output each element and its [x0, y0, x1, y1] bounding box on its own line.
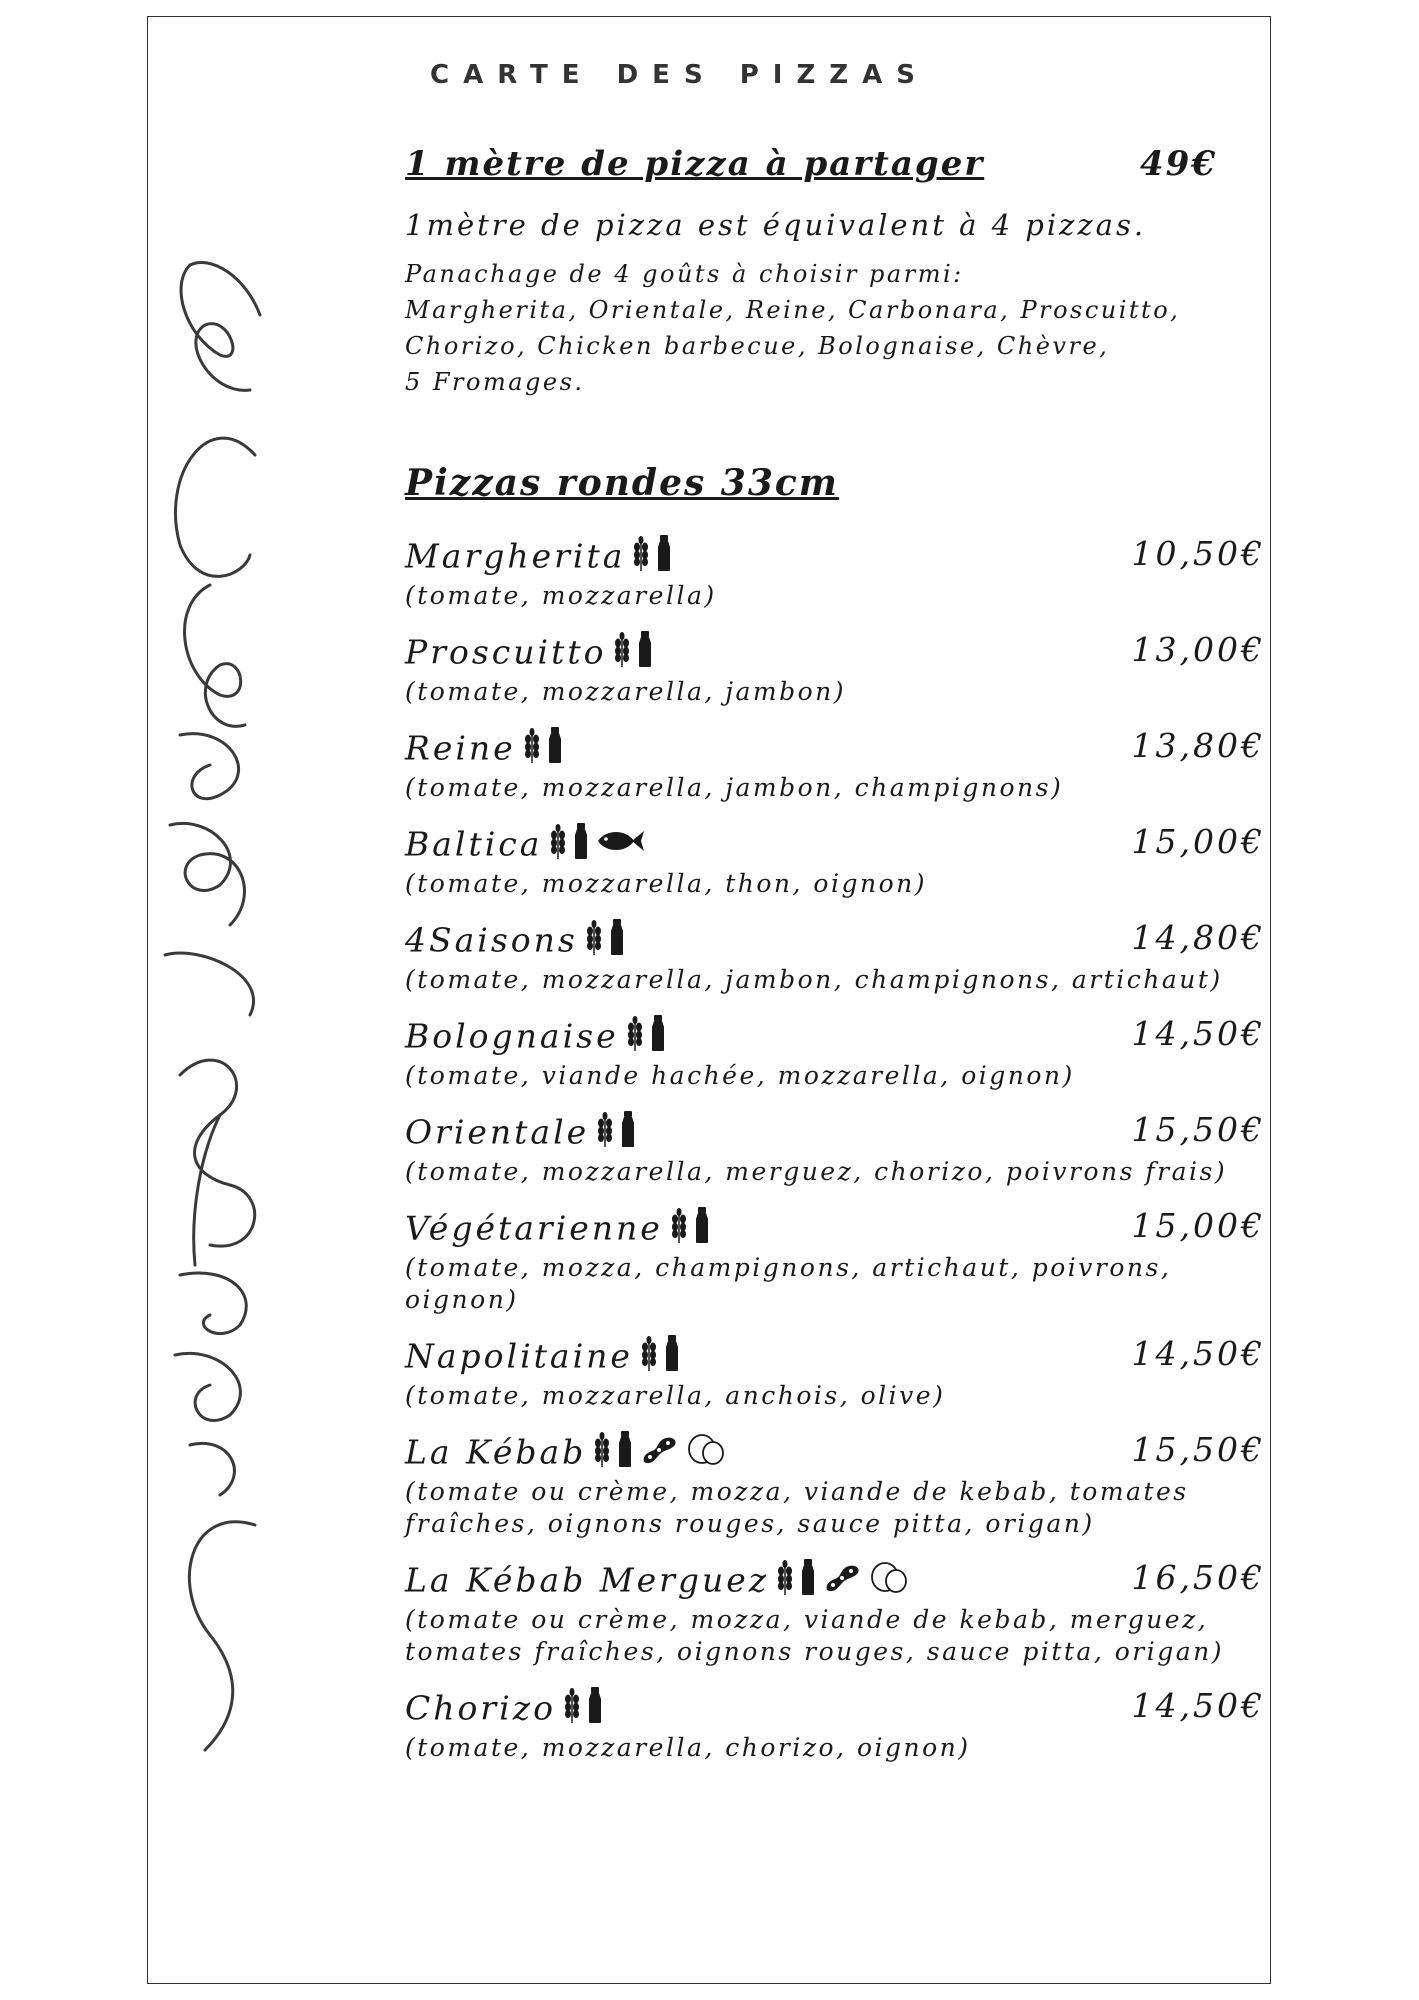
milk-bottle-icon	[619, 1119, 643, 1138]
brand-script-logo	[150, 255, 270, 1755]
pizza-ingredients: (tomate, mozzarella, chorizo, oignon)	[405, 1733, 971, 1762]
meter-header	[405, 140, 1265, 196]
allergen-icons	[597, 1110, 643, 1154]
wheat-icon	[597, 1119, 619, 1138]
meter-equivalent: 1mètre de pizza est équivalent à 4 pizzas.	[405, 208, 1147, 242]
pizza-header	[405, 1110, 1265, 1156]
allergen-icons	[777, 1558, 915, 1602]
pizza-price: 13,80€	[1131, 726, 1265, 765]
pizza-name: Baltica	[405, 824, 543, 864]
pizza-price: 13,00€	[1131, 630, 1265, 669]
pizza-price: 15,00€	[1131, 822, 1265, 861]
pizza-ingredients: (tomate ou crème, mozza, viande de kebab, merguez,	[405, 1605, 1209, 1634]
allergen-icons	[614, 630, 660, 674]
pizza-price: 15,00€	[1131, 1206, 1265, 1245]
milk-bottle-icon	[546, 735, 570, 754]
pizza-name: Margherita	[405, 536, 626, 576]
pizza-price: 10,50€	[1131, 534, 1265, 573]
list-item	[405, 1558, 1265, 1668]
list-item	[405, 822, 1265, 900]
allergen-icons	[633, 534, 679, 578]
pizza-name: Reine	[405, 728, 516, 768]
list-item	[405, 630, 1265, 708]
pizza-header	[405, 1686, 1265, 1732]
pizza-header	[405, 630, 1265, 676]
pizza-ingredients: (tomate, mozzarella, merguez, chorizo, poivrons frais)	[405, 1157, 1228, 1186]
pizza-header	[405, 1334, 1265, 1380]
pizza-name: Végétarienne	[405, 1208, 663, 1248]
pizza-ingredients: (tomate, mozzarella, jambon)	[405, 677, 847, 706]
milk-bottle-icon	[663, 1343, 687, 1362]
pizza-ingredients: (tomate ou crème, mozza, viande de kebab, tomates	[405, 1477, 1189, 1506]
menu-content	[405, 140, 1265, 1782]
list-item	[405, 1110, 1265, 1188]
pizza-ingredients: (tomate, mozza, champignons, artichaut, poivrons,	[405, 1253, 1172, 1282]
pizza-header	[405, 1014, 1265, 1060]
pizza-header	[405, 726, 1265, 772]
milk-bottle-icon	[649, 1023, 673, 1042]
wheat-icon	[627, 1023, 649, 1042]
list-item	[405, 534, 1265, 612]
allergen-icons	[586, 918, 632, 962]
pizza-name: 4Saisons	[405, 920, 578, 960]
pizza-name: La Kébab	[405, 1432, 587, 1472]
list-item	[405, 1206, 1265, 1316]
menu-heading: CARTE DES PIZZAS	[430, 60, 930, 90]
pizza-list	[405, 534, 1265, 1764]
milk-bottle-icon	[693, 1215, 717, 1234]
list-item	[405, 1334, 1265, 1412]
allergen-icons	[641, 1334, 687, 1378]
pizza-name: Chorizo	[405, 1688, 556, 1728]
pizza-price: 16,50€	[1131, 1558, 1265, 1597]
meter-price: 49€	[1140, 144, 1217, 184]
pizza-ingredients: (tomate, mozzarella, thon, oignon)	[405, 869, 927, 898]
wheat-icon	[594, 1439, 616, 1458]
soy-icon	[823, 1567, 869, 1586]
pizza-name: La Kébab Merguez	[405, 1560, 770, 1600]
wheat-icon	[564, 1695, 586, 1714]
wheat-icon	[586, 927, 608, 946]
pizza-price: 15,50€	[1131, 1430, 1265, 1469]
milk-bottle-icon	[636, 639, 660, 658]
wheat-icon	[671, 1215, 693, 1234]
pizza-ingredients: tomates fraîches, oignons rouges, sauce pitta, origan)	[405, 1637, 1224, 1666]
wheat-icon	[550, 831, 572, 850]
pizza-ingredients: (tomate, mozzarella, jambon, champignons, artichaut)	[405, 965, 1223, 994]
egg-icon	[869, 1567, 915, 1586]
meter-description-line: 5 Fromages.	[405, 368, 585, 396]
pizza-ingredients: oignon)	[405, 1285, 519, 1314]
milk-bottle-icon	[608, 927, 632, 946]
list-item	[405, 726, 1265, 804]
milk-bottle-icon	[572, 831, 596, 850]
pizza-ingredients: (tomate, mozzarella, anchois, olive)	[405, 1381, 946, 1410]
milk-bottle-icon	[586, 1695, 610, 1714]
meter-description-line: Panachage de 4 goûts à choisir parmi:	[405, 260, 964, 288]
pizza-ingredients: fraîches, oignons rouges, sauce pitta, origan)	[405, 1509, 1095, 1538]
meter-description-line: Margherita, Orientale, Reine, Carbonara, Proscuitto,	[405, 296, 1181, 324]
pizza-header	[405, 1206, 1265, 1252]
allergen-icons	[671, 1206, 717, 1250]
allergen-icons	[627, 1014, 673, 1058]
allergen-icons	[594, 1430, 732, 1474]
pizza-header	[405, 534, 1265, 580]
list-item	[405, 1014, 1265, 1092]
pizza-name: Orientale	[405, 1112, 590, 1152]
wheat-icon	[777, 1567, 799, 1586]
pizza-name: Napolitaine	[405, 1336, 633, 1376]
pizza-price: 14,80€	[1131, 918, 1265, 957]
meter-description-line: Chorizo, Chicken barbecue, Bolognaise, Chèvre,	[405, 332, 1110, 360]
pizza-name: Proscuitto	[405, 632, 607, 672]
list-item	[405, 1686, 1265, 1764]
allergen-icons	[524, 726, 570, 770]
egg-icon	[686, 1439, 732, 1458]
pizza-ingredients: (tomate, mozzarella, jambon, champignons)	[405, 773, 1064, 802]
meter-description	[405, 256, 1285, 400]
milk-bottle-icon	[799, 1567, 823, 1586]
list-item	[405, 1430, 1265, 1540]
meter-title: 1 mètre de pizza à partager	[405, 144, 985, 184]
pizza-price: 14,50€	[1131, 1686, 1265, 1725]
pizza-header	[405, 918, 1265, 964]
allergen-icons	[550, 822, 652, 866]
pizza-price: 14,50€	[1131, 1014, 1265, 1053]
section-title: Pizzas rondes 33cm	[405, 462, 839, 504]
wheat-icon	[633, 543, 655, 562]
pizza-price: 15,50€	[1131, 1110, 1265, 1149]
milk-bottle-icon	[655, 543, 679, 562]
list-item	[405, 918, 1265, 996]
pizza-header	[405, 1558, 1265, 1604]
pizza-header	[405, 1430, 1265, 1476]
pizza-price: 14,50€	[1131, 1334, 1265, 1373]
wheat-icon	[641, 1343, 663, 1362]
pizza-ingredients: (tomate, mozzarella)	[405, 581, 717, 610]
wheat-icon	[614, 639, 636, 658]
milk-bottle-icon	[616, 1439, 640, 1458]
allergen-icons	[564, 1686, 610, 1730]
pizza-ingredients: (tomate, viande hachée, mozzarella, oignon)	[405, 1061, 1075, 1090]
pizza-header	[405, 822, 1265, 868]
wheat-icon	[524, 735, 546, 754]
pizza-name: Bolognaise	[405, 1016, 619, 1056]
fish-icon	[596, 831, 652, 850]
soy-icon	[640, 1439, 686, 1458]
